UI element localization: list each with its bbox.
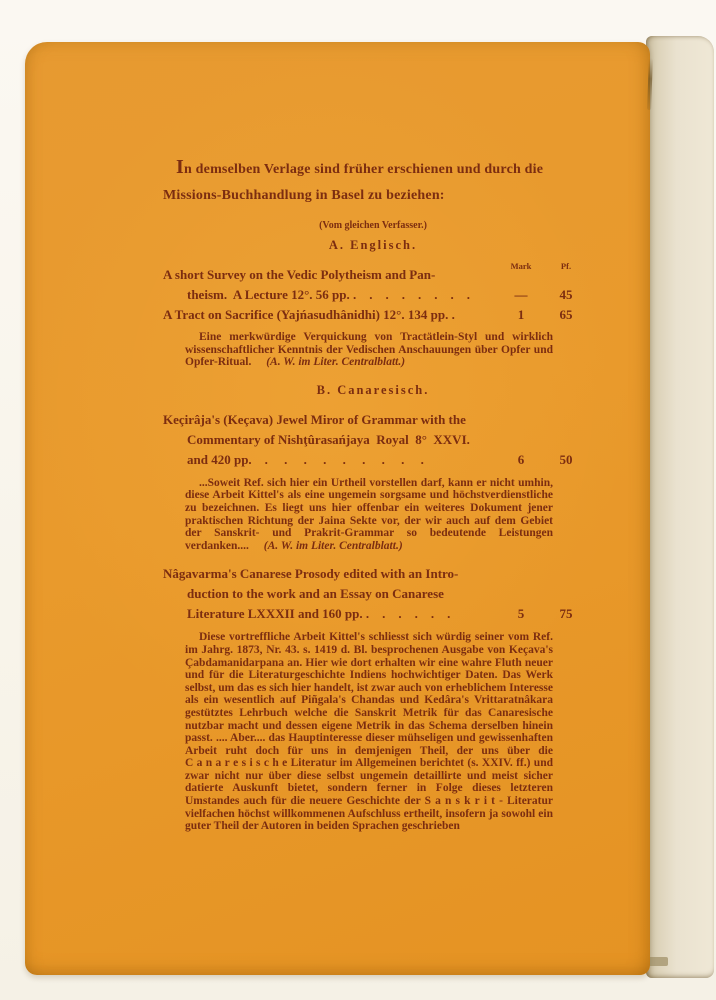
review-note-a	[185, 331, 553, 369]
entry-title-line: Commentary of Nishţûrasańjaya Royal 8° XXVI.	[187, 431, 470, 447]
review-citation: (A. W. im Liter. Centralblatt.)	[266, 356, 406, 369]
section-b-heading: B. Canaresisch.	[316, 382, 430, 397]
review-note-b	[185, 477, 553, 553]
publisher-intro	[163, 154, 583, 209]
pf-column-header: Pf.	[560, 261, 572, 271]
section-a-heading: A. Englisch.	[328, 238, 418, 252]
price-mark: 6	[517, 451, 525, 467]
page-content	[163, 154, 583, 833]
entry-title-line: A Tract on Sacrifice (Yajńasudhânidhi) 12°. 134 pp. .	[163, 307, 455, 322]
review-citation: (A. W. im Liter. Centralblatt.)	[263, 539, 403, 552]
book-entry-survey	[163, 261, 583, 305]
review-note-c	[185, 631, 553, 833]
entry-title-line: A short Survey on the Vedic Polytheism and Pan-	[163, 267, 436, 282]
price-pf: 65	[559, 307, 573, 322]
intro-line-1: In demselben Verlage sind früher erschienen und durch die	[176, 156, 544, 178]
price-pf: 50	[559, 451, 573, 467]
book-entry-tract	[163, 305, 583, 325]
entry-title-line: Nâgavarma's Canarese Prosody edited with an Intro-	[163, 566, 459, 582]
price-mark: —	[514, 287, 528, 302]
byline: (Vom gleichen Verfasser.)	[319, 220, 427, 231]
price-pf: 45	[559, 287, 573, 302]
book-entry-prosody	[163, 564, 583, 624]
entry-title-line: Literature LXXXII and 160 pp. . . . . . .	[187, 606, 451, 622]
price-pf: 75	[559, 606, 573, 622]
mark-column-header: Mark	[510, 261, 532, 271]
entry-title-line: duction to the work and an Essay on Canarese	[187, 586, 444, 602]
intro-line-2: Missions-Buchhandlung in Basel zu beziehen:	[163, 188, 445, 203]
entry-title-line: Keçirâja's (Keçava) Jewel Miror of Grammar with the	[163, 411, 466, 427]
entry-title-line: and 420 pp. . . . . . . . . .	[187, 451, 424, 467]
orange-cover-page	[25, 42, 650, 975]
review-note-text: Eine merkwürdige Verquickung von Tractätlein-Styl und wirklich wissenschaftlicher Kenntnis der Vedischen Anschauungen über Opfer und Opfer-Ritual.	[185, 331, 553, 369]
price-mark: 5	[517, 606, 525, 622]
entry-title-line: theism. A Lecture 12°. 56 pp. . . . . . . . .	[187, 287, 471, 302]
review-note-text: Diese vortreffliche Arbeit Kittel's schliesst sich würdig seiner vom Ref. im Jahrg. 1873, Nr. 43. s. 1419 d. Bl. besprochenen Ausgabe von Keçava's Çabdamanidarpana an. Hier wie dort erhalten wir eine wahre Fluth neuer und für die Literaturgeschichte Indiens hochwichtiger Daten. Das Werk selbst, um das es sich hier handelt, ist zwar auch von erheblichem Interesse als ein wesentlich auf Piñgala's Chandas und Kedâra's Vrittaratnâkara gestütztes Lehrbuch welche die Sanskrit Metrik für das Canaresische nutzbar macht und dessen eigene Metrik in das Schema derselben hinein passt. .... Aber.... das Hauptinteresse dieser mühseligen und gewissenhaften Arbeit ruht doch für uns in demjenigen Theil, der uns über die C a n a r e s i s c h e Literatur im Allgemeinen berichtet (s. XXIV. ff.) und zwar nicht nur über diese selbst ungemein detaillirte und meist sicher datierte Auskunft bietet, sondern ferner in Folge dieses letzteren Umstandes auch für die neuere Geschichte der S a n s k r i t - Literatur vielfachen höchst willkommenen Aufschluss ertheilt, insofern ja sowohl ein guter Theil der Autoren in beiden Sprachen geschrieben	[185, 631, 553, 833]
review-note-text: ...Soweit Ref. sich hier ein Urtheil vorstellen darf, kann er nicht umhin, diese Arbeit Kittel's als eine ungemein sorgsame und höchstverdienstliche zu bezeichnen. Es liegt uns hier offenbar ein weiteres Dokument jener praktischen Richtung der Jaina Sekte vor, der wir auch auf dem Gebiet der Sanskrit- und Prakrit-Grammar so bedeutende Leistungen verdanken....	[185, 476, 553, 552]
price-mark: 1	[517, 307, 525, 322]
next-page-edge	[646, 36, 714, 978]
book-entry-jewel-miror	[163, 410, 583, 470]
